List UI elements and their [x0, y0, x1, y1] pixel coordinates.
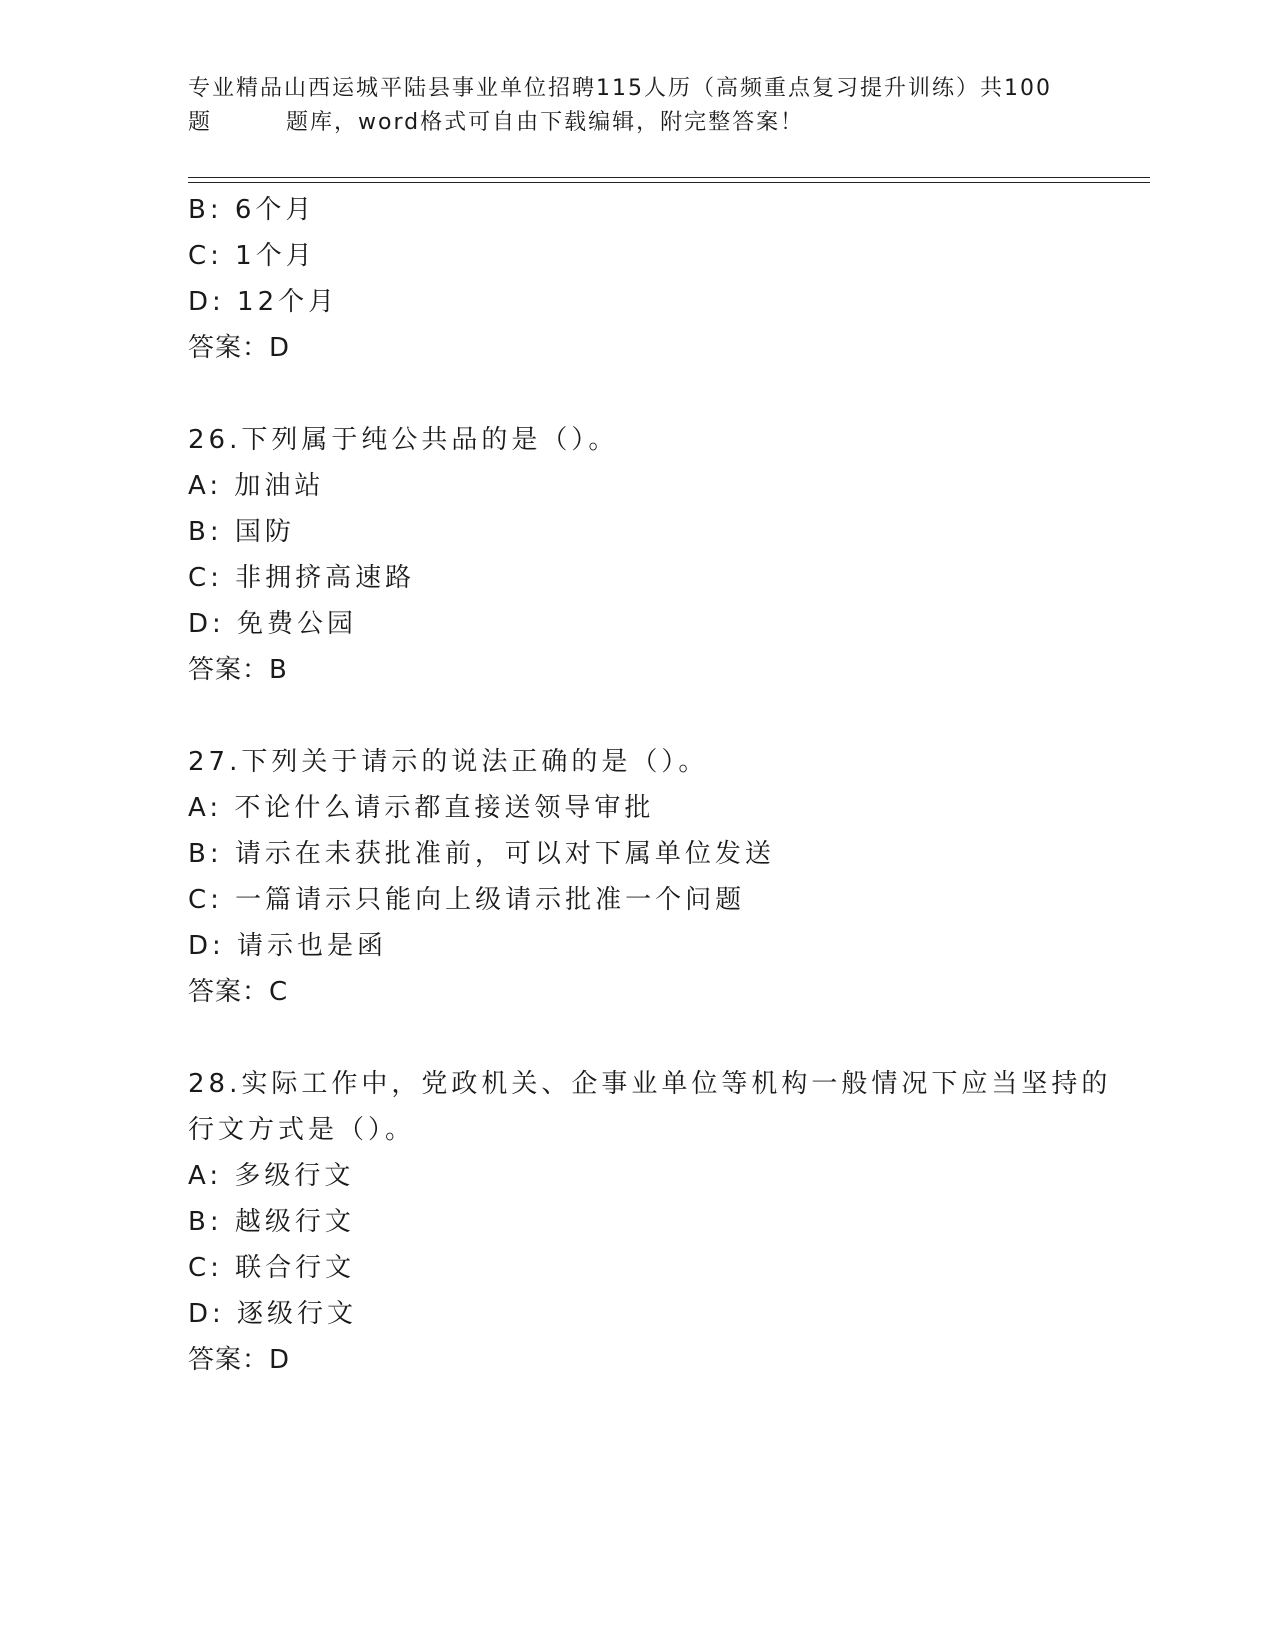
- option-d: D: 请示也是函: [188, 931, 388, 961]
- option-b: B: 国防: [188, 517, 295, 547]
- option-b: B: 请示在未获批准前，可以对下属单位发送: [188, 839, 775, 869]
- answer-line: 答案：C: [188, 977, 289, 1007]
- question-block-25: [188, 187, 1088, 371]
- header-line-2-lead: 题: [188, 110, 213, 135]
- question-block-28: [188, 1061, 1112, 1383]
- spacer: [188, 371, 1088, 417]
- answer-line: 答案：D: [188, 1345, 291, 1375]
- answer-line: 答案：B: [188, 655, 288, 685]
- question-block-27: [188, 739, 1088, 1015]
- option-b: B: 6个月: [188, 195, 316, 225]
- document-header: [188, 72, 1088, 140]
- spacer: [188, 693, 1088, 739]
- option-d: D: 逐级行文: [188, 1299, 358, 1329]
- option-c: C: 一篇请示只能向上级请示批准一个问题: [188, 885, 746, 915]
- header-rule-bottom: [188, 182, 1150, 183]
- question-stem: 26.下列属于纯公共品的是（）。: [188, 425, 619, 455]
- spacer: [188, 1015, 1088, 1061]
- option-c: C: 联合行文: [188, 1253, 356, 1283]
- option-c: C: 1个月: [188, 241, 316, 271]
- header-line-2: [188, 106, 1088, 140]
- header-rule-top: [188, 177, 1150, 178]
- option-a: A: 多级行文: [188, 1161, 355, 1191]
- question-stem-line-1: 28.实际工作中，党政机关、企事业单位等机构一般情况下应当坚持的: [188, 1069, 1112, 1099]
- question-stem-line-2: 行文方式是（）。: [188, 1115, 416, 1145]
- header-line-1: 专业精品山西运城平陆县事业单位招聘115人历（高频重点复习提升训练）共100: [188, 76, 1052, 101]
- option-c: C: 非拥挤高速路: [188, 563, 416, 593]
- option-a: A: 加油站: [188, 471, 325, 501]
- option-d: D: 12个月: [188, 287, 339, 317]
- question-content: [188, 187, 1112, 1383]
- option-a: A: 不论什么请示都直接送领导审批: [188, 793, 655, 823]
- option-b: B: 越级行文: [188, 1207, 355, 1237]
- question-block-26: [188, 417, 1088, 693]
- header-line-2-rest: 题库，word格式可自由下载编辑，附完整答案！: [286, 110, 805, 135]
- question-stem: 27.下列关于请示的说法正确的是（）。: [188, 747, 709, 777]
- answer-line: 答案：D: [188, 333, 291, 363]
- option-d: D: 免费公园: [188, 609, 358, 639]
